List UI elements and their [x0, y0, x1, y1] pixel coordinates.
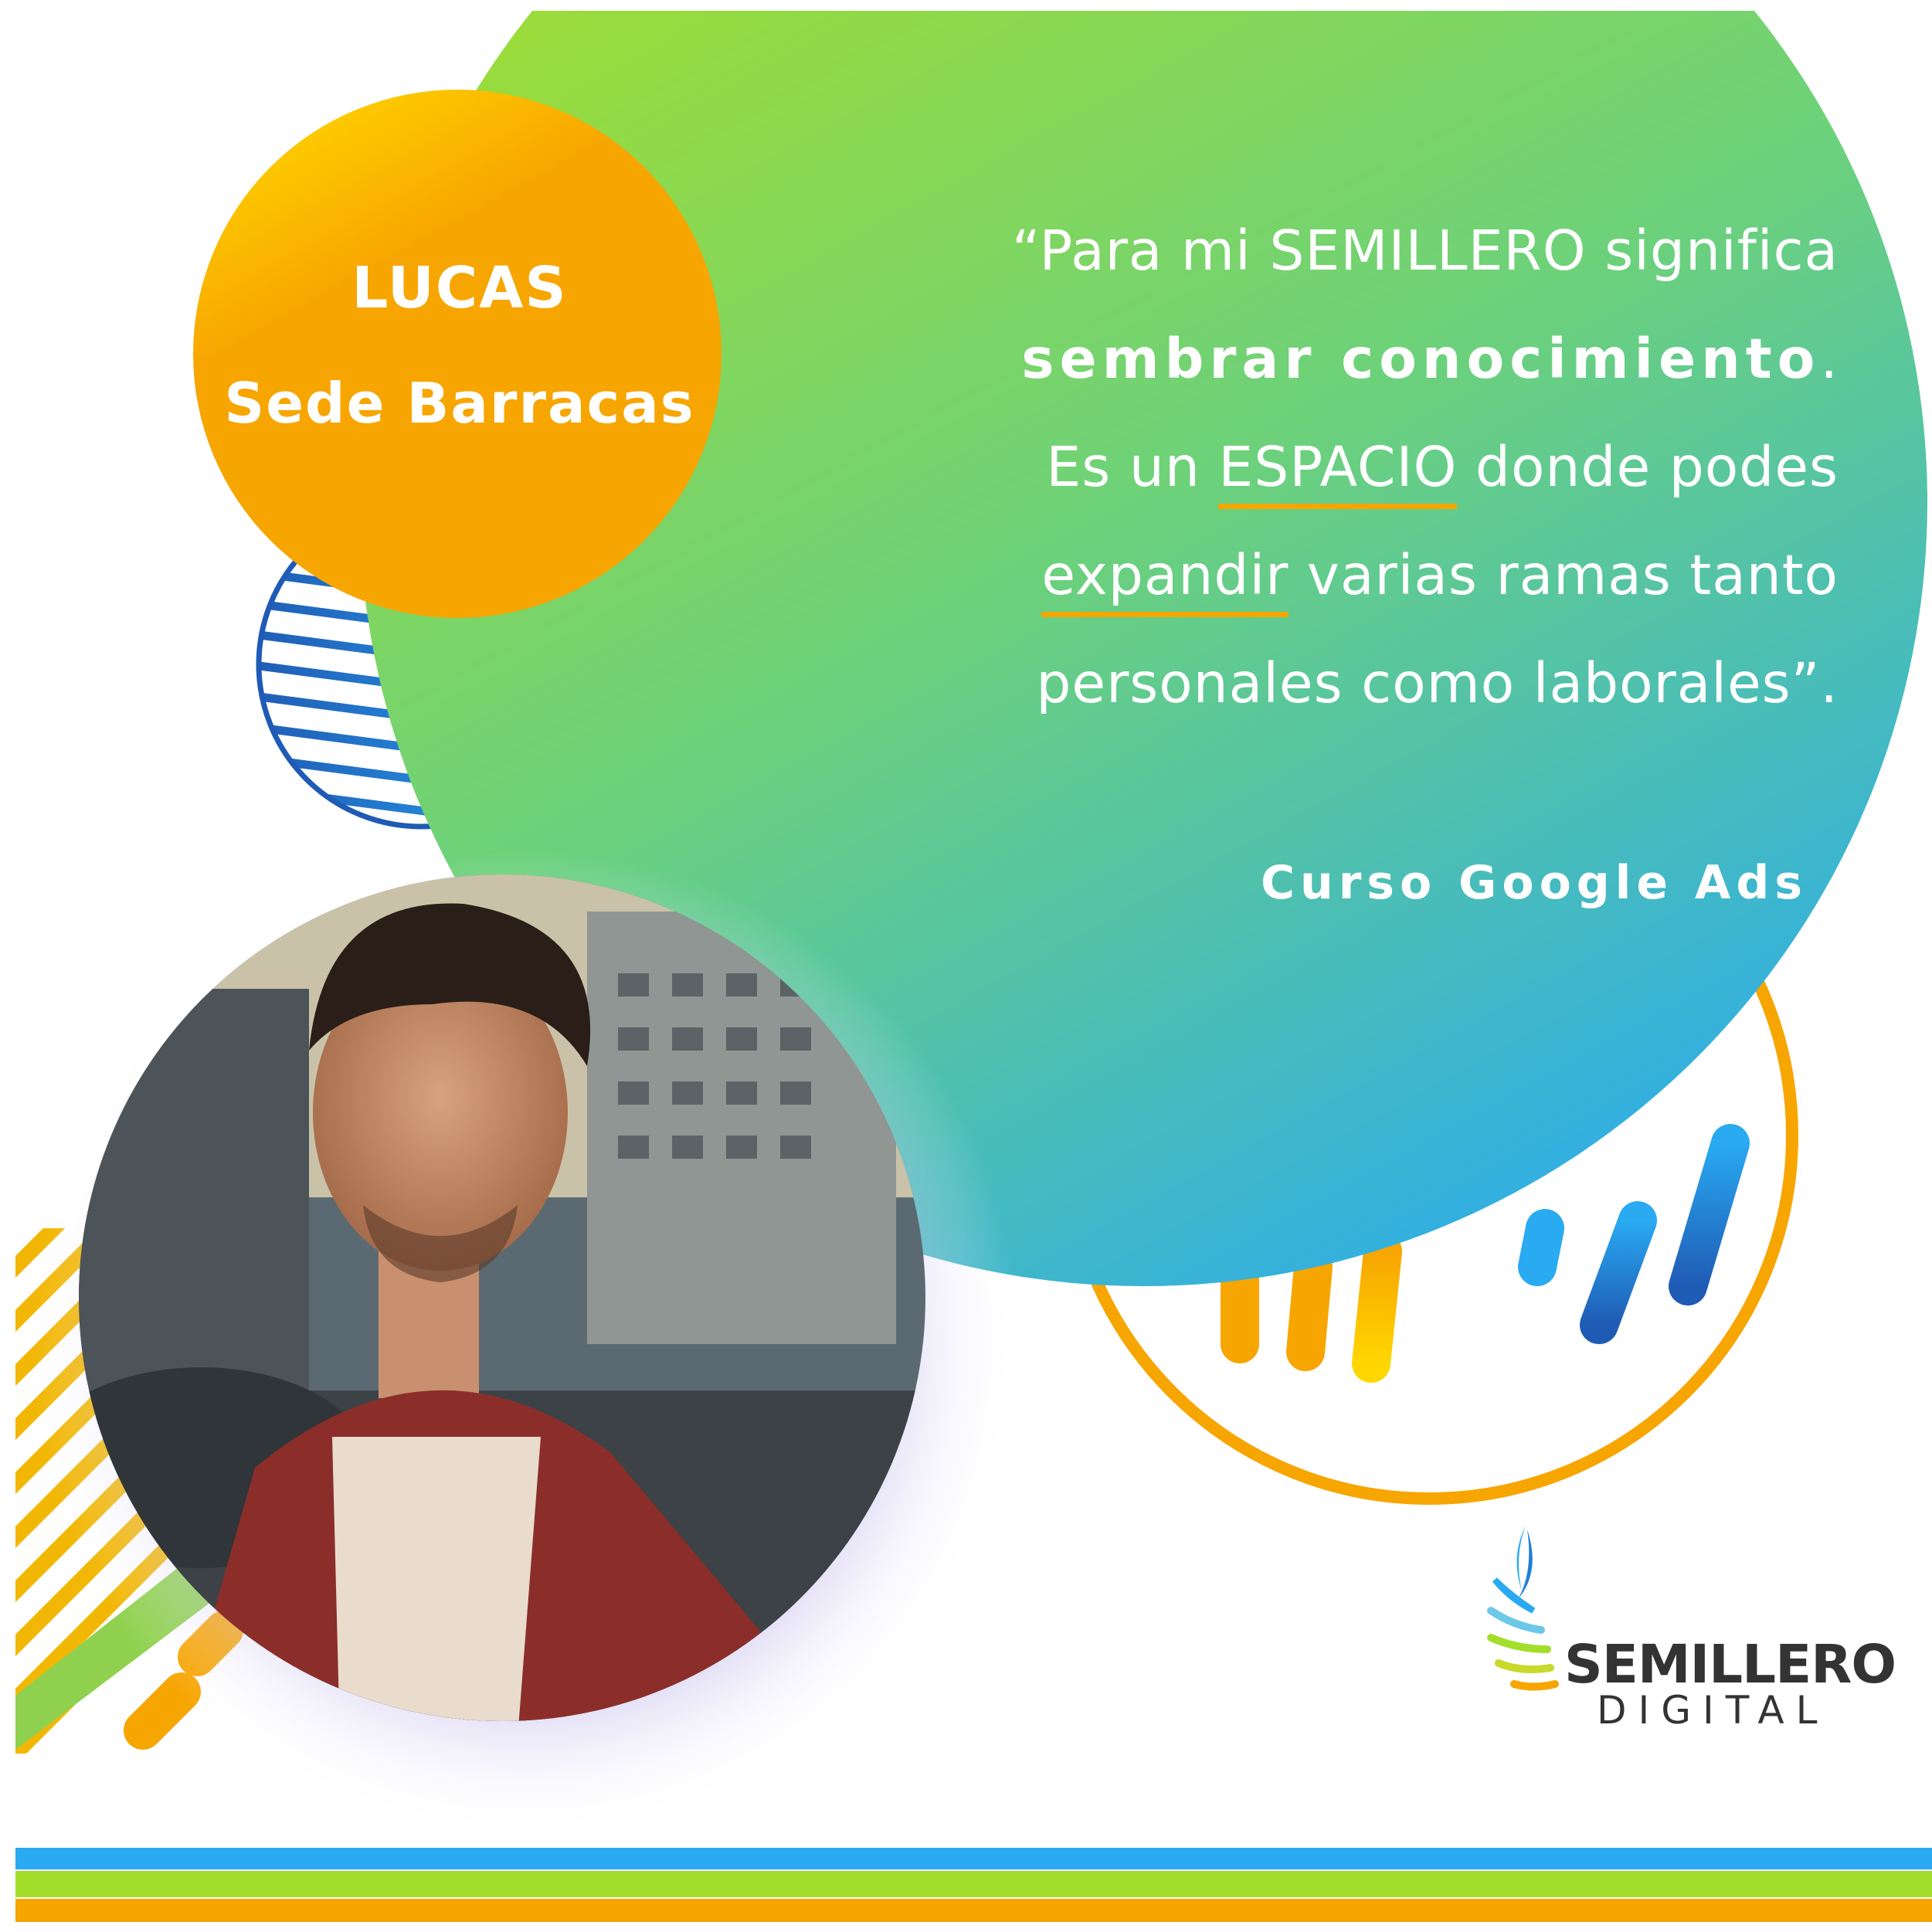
course-name: Curso Google Ads	[1260, 856, 1808, 910]
logo-subwordmark: DIGITAL	[1597, 1688, 1829, 1733]
quote-underlined-word: expandir	[1041, 543, 1289, 617]
orange-pill	[143, 1692, 182, 1730]
quote-underlined-word: ESPACIO	[1218, 435, 1457, 509]
semillero-digital-logo	[1487, 1526, 1896, 1742]
quote-line-2	[834, 305, 1839, 413]
bottom-stripe-blue	[15, 1848, 1932, 1869]
bottom-stripe-orange	[15, 1899, 1932, 1922]
campus-name: Sede Barracas	[224, 371, 695, 436]
quote-text: varias ramas tanto	[1289, 543, 1839, 607]
quote-line-4	[834, 521, 1839, 630]
quote-text: Es un	[1046, 435, 1219, 499]
bottom-stripe-green	[15, 1871, 1932, 1897]
quote-line-1: “Para mi SEMILLERO significa	[1011, 219, 1839, 283]
quote-text: donde podes	[1457, 435, 1839, 499]
student-name: LUCAS	[351, 255, 568, 321]
name-badge-circle	[193, 90, 722, 618]
quote-line-3	[834, 413, 1839, 521]
quote-emphasis: sembrar conocimiento	[1021, 327, 1821, 391]
logo-wordmark: SEMILLERO	[1564, 1634, 1896, 1696]
quote-line-5: personales como laborales”.	[1036, 651, 1839, 715]
quote-period: .	[1820, 327, 1839, 391]
testimonial-quote	[834, 197, 1839, 738]
